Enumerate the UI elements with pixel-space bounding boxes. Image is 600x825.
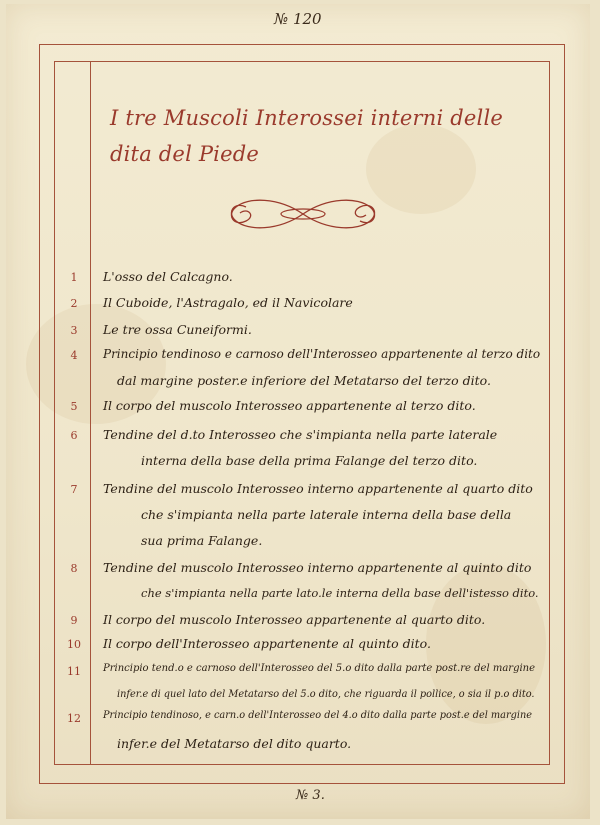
entry-number: 1	[70, 271, 78, 284]
entry-number: 10	[67, 638, 81, 651]
entry-number: 7	[70, 483, 78, 496]
entry-number: 9	[70, 614, 78, 627]
entry-text-line: Principio tendinoso e carnoso dell'Interosseo appartenente al terzo dito	[103, 347, 541, 361]
entry-number: 4	[70, 349, 78, 362]
entry-number: 6	[70, 429, 78, 442]
folio-number-bottom: № 3.	[296, 788, 325, 803]
entry-number: 11	[67, 665, 81, 678]
entry-text-line: Il corpo del muscolo Interosseo appartenente al quarto dito.	[103, 612, 486, 627]
entry-number: 3	[70, 324, 78, 337]
entry-text-line: Principio tend.o e carnoso dell'Interosseo del 5.o dito dalla parte post.re del margine	[103, 663, 536, 674]
folio-number-top: № 120	[274, 10, 322, 28]
entry-text-line: Tendine del muscolo Interosseo interno appartenente al quarto dito	[103, 481, 533, 496]
entry-number: 5	[70, 400, 78, 413]
entry-number: 12	[67, 712, 81, 725]
entry-text-line: Il corpo del muscolo Interosseo appartenente al terzo dito.	[103, 398, 476, 413]
entry-text-line: che s'impianta nella parte lato.le interna della base dell'istesso dito.	[141, 586, 539, 600]
entry-number: 8	[70, 562, 78, 575]
page-title: I tre Muscoli Interossei interni delle dita del Piede	[110, 106, 504, 166]
entry-text-line: Tendine del d.to Interosseo che s'impianta nella parte laterale	[103, 427, 498, 442]
entry-text-line: infer.e di quel lato del Metatarso del 5.o dito, che riguarda il pollice, o sia il p.o dito.	[117, 689, 535, 700]
entry-text-line: dal margine poster.e inferiore del Metatarso del terzo dito.	[117, 373, 491, 388]
entry-text-line: L'osso del Calcagno.	[103, 269, 233, 284]
entry-text-line: Tendine del muscolo Interosseo interno appartenente al quinto dito	[103, 560, 532, 575]
entry-text-line: Il corpo dell'Interosseo appartenente al quinto dito.	[103, 636, 431, 651]
entry-text-line: Le tre ossa Cuneiformi.	[103, 322, 252, 337]
entry-text-line: interna della base della prima Falange del terzo dito.	[141, 453, 478, 468]
entry-text-line: sua prima Falange.	[141, 533, 263, 548]
margin-rule	[90, 62, 91, 764]
entry-text-line: Principio tendinoso, e carn.o dell'Interosseo del 4.o dito dalla parte post.e del margine	[103, 710, 533, 721]
entry-text-line: Il Cuboide, l'Astragalo, ed il Navicolare	[103, 295, 353, 310]
entry-text-line: che s'impianta nella parte laterale interna della base della	[141, 507, 512, 522]
entry-number: 2	[70, 297, 78, 310]
entry-text-line: infer.e del Metatarso del dito quarto.	[117, 736, 352, 751]
flourish-ornament	[218, 193, 388, 235]
